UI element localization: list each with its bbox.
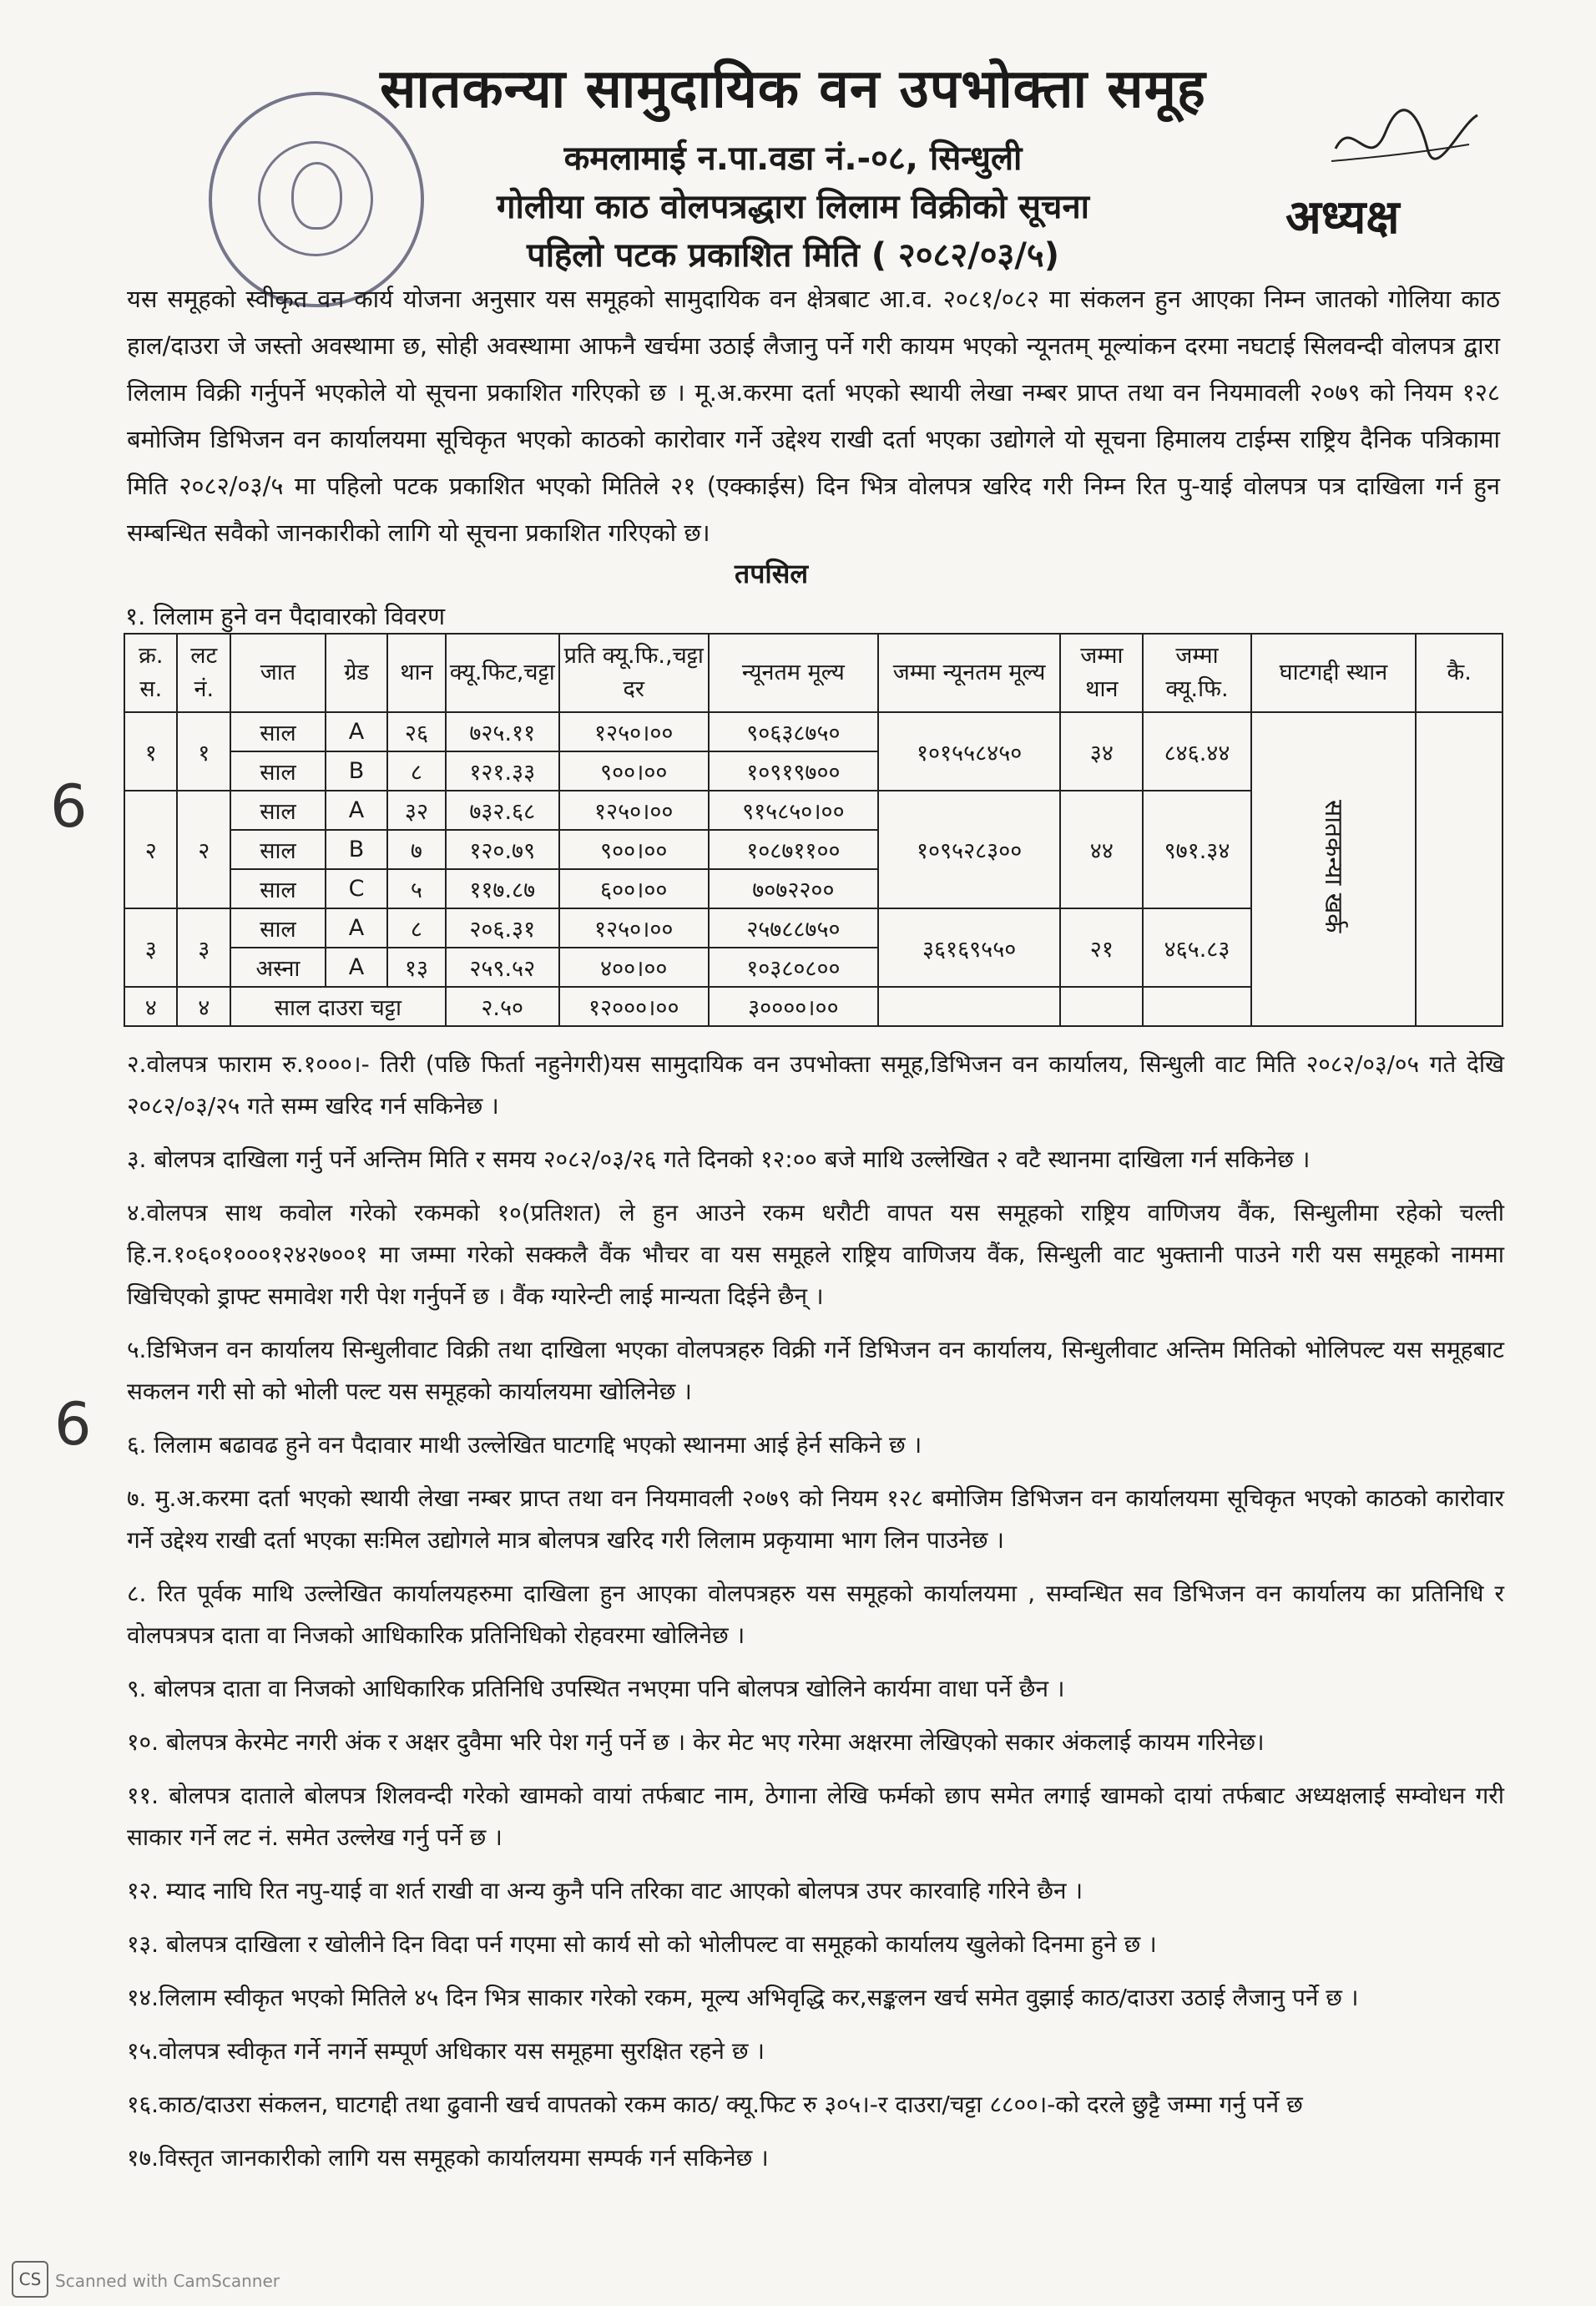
camscanner-watermark: Scanned with CamScanner	[55, 2271, 280, 2291]
term-item: ८. रित पूर्वक माथि उल्लेखित कार्यालयहरुमा दाखिला हुन आएका वोलपत्रहरु यस समूहको कार्यालयमा , सम्वन्धित सव डिभिजन वन कार्यालय का प्रतिनिधि र वोलपत्रपत्र दाता वा निजको आधिकारिक प्रतिनिधिको रोहवरमा खोलिनेछ ।	[127, 1580, 1504, 1649]
cell-total-cft: ९७१.३४	[1143, 791, 1250, 908]
section-heading: १. लिलाम हुने वन पैदावारको विवरण	[125, 602, 446, 630]
cell-min-price: १०३८०८००	[709, 948, 878, 987]
col-remarks: कै.	[1416, 634, 1503, 712]
cell-lot: ४	[177, 987, 230, 1026]
col-min-price: न्यूनतम मूल्य	[709, 634, 878, 712]
cell-cft: १२१.३३	[446, 751, 559, 791]
cell-species: साल	[230, 751, 326, 791]
col-grade: ग्रेड	[326, 634, 387, 712]
cell-total-min: १०९५२८३००	[878, 791, 1060, 908]
col-sn: क्र. स.	[124, 634, 177, 712]
cell-cft: १२०.७९	[446, 830, 559, 869]
term-item: ३. बोलपत्र दाखिला गर्नु पर्ने अन्तिम मिति र समय २०८२/०३/२६ गते दिनको १२:०० बजे माथि उल्लेखित २ वटै स्थानमा दाखिला गर्न सकिनेछ ।	[127, 1145, 1311, 1173]
cell-total-min	[878, 987, 1060, 1026]
col-total-cft: जम्मा क्यू.फि.	[1143, 634, 1250, 712]
cell-rate: १२५०।००	[559, 712, 709, 751]
camscanner-logo: CS	[12, 2261, 48, 2298]
col-pieces: थान	[387, 634, 446, 712]
col-total-min: जम्मा न्यूनतम मूल्य	[878, 634, 1060, 712]
cell-species: साल	[230, 712, 326, 751]
cell-total-pieces: ४४	[1060, 791, 1143, 908]
cell-total-pieces	[1060, 987, 1143, 1026]
cell-lot: २	[177, 791, 230, 908]
cell-total-cft: ४६५.८३	[1143, 908, 1250, 987]
cell-grade: B	[326, 751, 387, 791]
cell-rate: ४००।००	[559, 948, 709, 987]
page-title: सातकन्या सामुदायिक वन उपभोक्ता समूह	[380, 58, 1206, 120]
cell-min-price: ७०७२२००	[709, 869, 878, 908]
cell-rate: ९००।००	[559, 830, 709, 869]
cell-grade: A	[326, 712, 387, 751]
cell-rate: १२५०।००	[559, 908, 709, 948]
term-item: १५.वोलपत्र स्वीकृत गर्ने नगर्ने सम्पूर्ण अधिकार यस समूहमा सुरक्षित रहने छ ।	[127, 2037, 765, 2065]
col-depot: घाटगद्दी स्थान	[1251, 634, 1417, 712]
table-row	[124, 712, 1503, 751]
cell-total-min: ३६१६९५५०	[878, 908, 1060, 987]
term-item: १२. म्याद नाघि रित नपु-याई वा शर्त राखी वा अन्य कुनै पनि तरिका वाट आएको बोलपत्र उपर कारवाहि गरिने छैन ।	[127, 1877, 1083, 1904]
cell-rate: १२५०।००	[559, 791, 709, 830]
cell-min-price: २५७८८७५०	[709, 908, 878, 948]
term-item: ६. लिलाम बढावढ हुने वन पैदावार माथी उल्लेखित घाटगद्दि भएको स्थानमा आई हेर्न सकिने छ ।	[127, 1431, 922, 1459]
term-item: ४.वोलपत्र साथ कवोल गरेको रकमको १०(प्रतिशत) ले हुन आउने रकम धरौटी वापत यस समूहको राष्ट्रिय वाणिजय वैंक, सिन्धुलीमा रहेको चल्ती हि.न.१०६०१०००१२४२७००१ मा जम्मा गरेको सक्कलै वैंक भौचर वा यस समूहले राष्ट्रिय वाणिजय वैंक, सिन्धुली वाट भुक्तानी पाउने गरी यस समूहको नाममा खिचिएको ड्राफ्ट समावेश गरी पेश गर्नुपर्ने छ । वैंक ग्यारेन्टी लाई मान्यता दिईने छैन् ।	[127, 1199, 1504, 1310]
cell-pieces: ८	[387, 908, 446, 948]
cell-min-price: ३००००।००	[709, 987, 878, 1026]
address: कमलामाई न.पा.वडा नं.-०८, सिन्धुली	[563, 139, 1023, 178]
cell-min-price: १०८७११००	[709, 830, 878, 869]
cell-species: अस्ना	[230, 948, 326, 987]
cell-pieces: ७	[387, 830, 446, 869]
cell-pieces: ८	[387, 751, 446, 791]
depot-label: सातकन्या खर्क	[1318, 799, 1348, 933]
terms-list	[127, 1044, 1504, 2191]
cell-rate: ९००।००	[559, 751, 709, 791]
cell-grade: A	[326, 948, 387, 987]
schedule-heading: तपसिल	[735, 558, 809, 589]
cell-depot	[1251, 712, 1417, 1026]
cell-rate: १२०००।००	[559, 987, 709, 1026]
term-item: १६.काठ/दाउरा संकलन, घाटगद्दी तथा ढुवानी खर्च वापतको रकम काठ/ क्यू.फिट रु ३०५।-र दाउरा/चट्टा ८८००।-को दरले छुट्टै जम्मा गर्नु पर्ने छ	[127, 2091, 1303, 2118]
cell-min-price: ९०६३८७५०	[709, 712, 878, 751]
margin-mark: 6	[50, 772, 88, 841]
cell-grade: B	[326, 830, 387, 869]
cell-grade: A	[326, 791, 387, 830]
cell-grade: A	[326, 908, 387, 948]
cell-pieces: २६	[387, 712, 446, 751]
cell-pieces: ३२	[387, 791, 446, 830]
term-item: ११. बोलपत्र दाताले बोलपत्र शिलवन्दी गरेको खामको वायां तर्फबाट नाम, ठेगाना लेखि फर्मको छाप समेत लगाई खामको दायां तर्फबाट अध्यक्षलाई सम्वोधन गरी साकार गर्ने लट नं. समेत उल्लेख गर्नु पर्ने छ ।	[127, 1782, 1504, 1851]
term-item: ९. बोलपत्र दाता वा निजको आधिकारिक प्रतिनिधि उपस्थित नभएमा पनि बोलपत्र खोलिने कार्यमा वाधा पर्ने छैन ।	[127, 1675, 1065, 1702]
term-item: १०. बोलपत्र केरमेट नगरी अंक र अक्षर दुवैमा भरि पेश गर्नु पर्ने छ । केर मेट भए गरेमा अक्षरमा लेखिएको सकार अंकलाई कायम गरिनेछ।	[127, 1728, 1265, 1756]
table-header-row	[124, 634, 1503, 712]
cell-total-min: १०१५५८४५०	[878, 712, 1060, 791]
cell-lot: ३	[177, 908, 230, 987]
col-rate: प्रति क्यू.फि.,चट्टा दर	[559, 634, 709, 712]
term-item: ५.डिभिजन वन कार्यालय सिन्धुलीवाट विक्री तथा दाखिला भएका वोलपत्रहरु विक्री गर्ने डिभिजन वन कार्यालय, सिन्धुलीवाट अन्तिम मितिको भोलिपल्ट यस समूहबाट सकलन गरी सो को भोली पल्ट यस समूहको कार्यालयमा खोलिनेछ ।	[127, 1336, 1504, 1405]
cell-pieces: ५	[387, 869, 446, 908]
cell-species: साल	[230, 830, 326, 869]
col-total-pieces: जम्मा थान	[1060, 634, 1143, 712]
term-item: १३. बोलपत्र दाखिला र खोलीने दिन विदा पर्न गएमा सो कार्य सो को भोलीपल्ट वा समूहको कार्यालय खुलेको दिनमा हुने छ ।	[127, 1930, 1157, 1958]
cell-species: साल दाउरा चट्टा	[230, 987, 446, 1026]
cell-min-price: ९१५८५०।००	[709, 791, 878, 830]
term-item: २.वोलपत्र फाराम रु.१०००।- तिरी (पछि फिर्ता नहुनेगरी)यस सामुदायिक वन उपभोक्ता समूह,डिभिजन वन कार्यालय, सिन्धुली वाट मिति २०८२/०३/०५ गते देखि २०८२/०३/२५ गते सम्म खरिद गर्न सकिनेछ ।	[127, 1050, 1504, 1120]
cell-cft: ७२५.११	[446, 712, 559, 751]
cell-species: साल	[230, 869, 326, 908]
cell-total-cft	[1143, 987, 1250, 1026]
cell-cft: २०६.३१	[446, 908, 559, 948]
cell-species: साल	[230, 791, 326, 830]
cell-sn: ३	[124, 908, 177, 987]
chairperson-label: अध्यक्ष	[1285, 190, 1400, 245]
cell-total-cft: ८४६.४४	[1143, 712, 1250, 791]
cell-grade: C	[326, 869, 387, 908]
term-item: १७.विस्तृत जानकारीको लागि यस समूहको कार्यालयमा सम्पर्क गर्न सकिनेछ ।	[127, 2144, 769, 2172]
cell-sn: २	[124, 791, 177, 908]
cell-sn: ४	[124, 987, 177, 1026]
margin-mark: 6	[54, 1390, 92, 1459]
notice-title: गोलीया काठ वोलपत्रद्धारा लिलाम विक्रीको सूचना	[496, 188, 1090, 226]
lot-table	[124, 633, 1503, 1027]
cell-cft: २५९.५२	[446, 948, 559, 987]
cell-remarks	[1416, 712, 1503, 1026]
cell-sn: १	[124, 712, 177, 791]
cell-cft: ११७.८७	[446, 869, 559, 908]
term-item: ७. मु.अ.करमा दर्ता भएको स्थायी लेखा नम्बर प्राप्त तथा वन नियमावली २०७९ को नियम १२८ बमोजिम डिभिजन वन कार्यालयमा सूचिकृत भएको काठको कारोवार गर्ने उद्देश्य राखी दर्ता भएका सःमिल उद्योगले मात्र बोलपत्र खरिद गरी लिलाम प्रकृयामा भाग लिन पाउनेछ ।	[127, 1484, 1504, 1554]
cell-rate: ६००।००	[559, 869, 709, 908]
col-cft: क्यू.फिट,चट्टा	[446, 634, 559, 712]
cell-lot: १	[177, 712, 230, 791]
col-lot: लट नं.	[177, 634, 230, 712]
signature	[1319, 99, 1486, 182]
intro-paragraph: यस समूहको स्वीकृत वन कार्य योजना अनुसार यस समूहको सामुदायिक वन क्षेत्रबाट आ.व. २०८१/०८२ मा संकलन हुन आएका निम्न जातको गोलिया काठ हाल/दाउरा जे जस्तो अवस्थामा छ, सोही अवस्थामा आफनै खर्चमा उठाई लैजानु पर्ने गरी कायम भएको न्यूनतम् मूल्यांकन दरमा नघटाई सिलवन्दी वोलपत्र द्वारा लिलाम विक्री गर्नुपर्ने भएकोले यो सूचना प्रकाशित गरिएको छ । मू.अ.करमा दर्ता भएको स्थायी लेखा नम्बर प्राप्त तथा वन नियमावली २०७९ को नियम १२८ बमोजिम डिभिजन वन कार्यालयमा सूचिकृत भएको काठको कारोवार गर्ने उद्देश्य राखी दर्ता भएका उद्योगले यो सूचना हिमालय टाईम्स राष्ट्रिय दैनिक पत्रिकामा मिति २०८२/०३/५ मा पहिलो पटक प्रकाशित भएको मितिले २१ (एक्काईस) दिन भित्र वोलपत्र खरिद गरी निम्न रित पु-याई वोलपत्र पत्र दाखिला गर्न हुन सम्बन्धित सवैको जानकारीको लागि यो सूचना प्रकाशित गरिएको छ।	[127, 285, 1500, 547]
term-item: १४.लिलाम स्वीकृत भएको मितिले ४५ दिन भित्र साकार गरेको रकम, मूल्य अभिवृद्धि कर,सङ्कलन खर्च समेत वुझाई काठ/दाउरा उठाई लैजानु पर्ने छ ।	[127, 1984, 1359, 2011]
cell-cft: ७३२.६८	[446, 791, 559, 830]
cell-species: साल	[230, 908, 326, 948]
cell-min-price: १०९१९७००	[709, 751, 878, 791]
col-species: जात	[230, 634, 326, 712]
cell-pieces: १३	[387, 948, 446, 987]
cell-total-pieces: २१	[1060, 908, 1143, 987]
cell-cft: २.५०	[446, 987, 559, 1026]
publish-date: पहिलो पटक प्रकाशित मिति ( २०८२/०३/५)	[526, 236, 1060, 275]
cell-total-pieces: ३४	[1060, 712, 1143, 791]
